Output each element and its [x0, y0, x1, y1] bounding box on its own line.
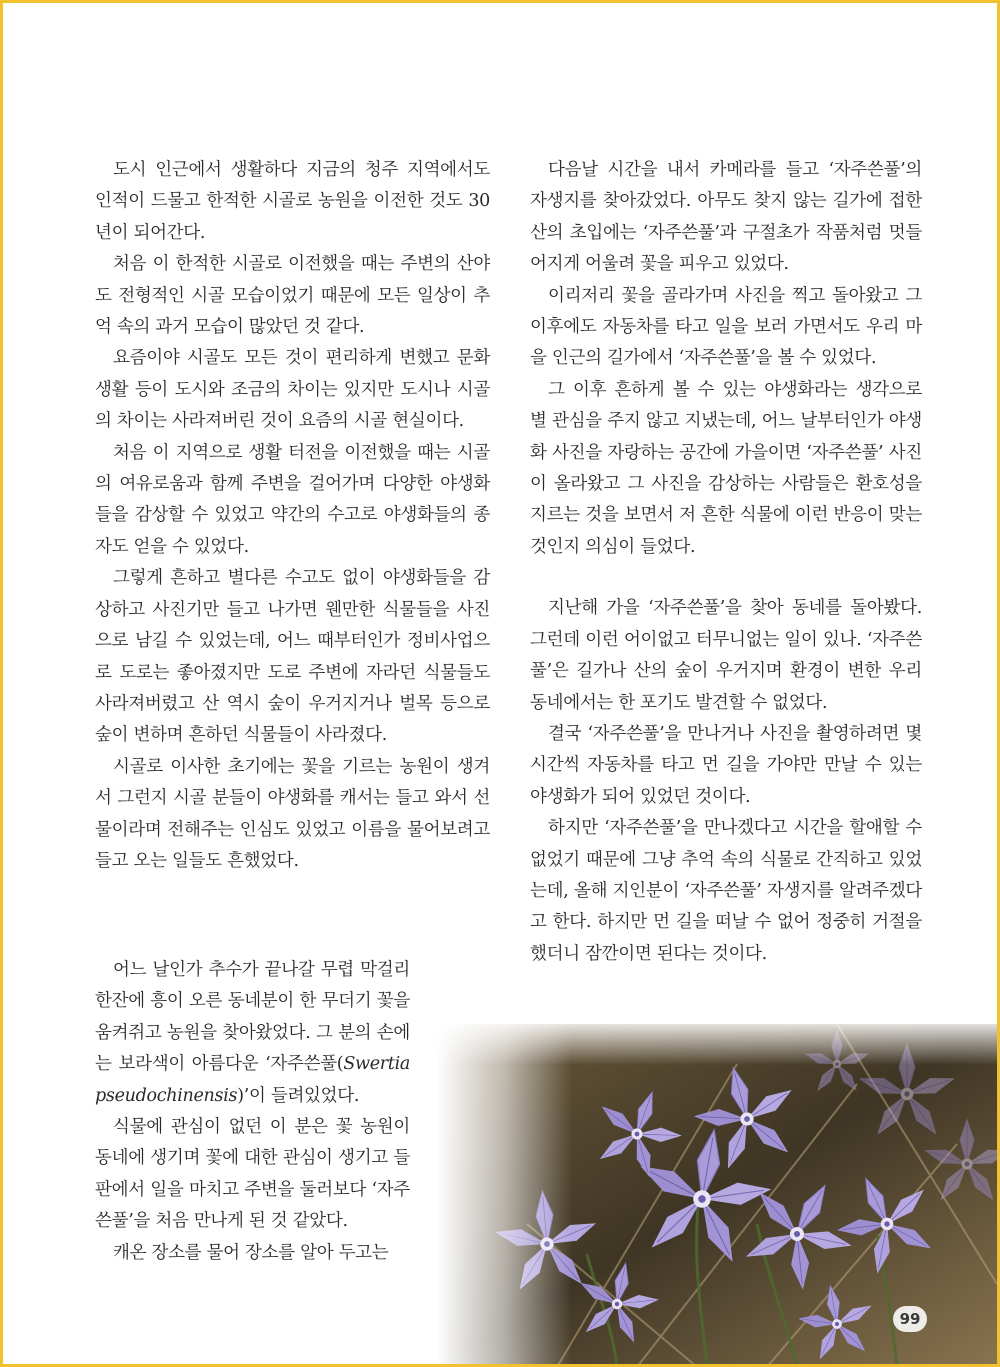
paragraph: 처음 이 한적한 시골로 이전했을 때는 주변의 산야도 전형적인 시골 모습이었기 때문에 모든 일상이 추억 속의 과거 모습이 많았던 것 같다.: [95, 254, 490, 338]
paragraph: 결국 ‘자주쓴풀’을 만나거나 사진을 촬영하려면 몇 시간씩 자동차를 타고 먼 길을 가야만 만날 수 있는 야생화가 되어 있었던 것이다.: [530, 723, 922, 807]
paragraph: 이리저리 꽃을 골라가며 사진을 찍고 돌아왔고 그 이후에도 자동차를 타고 일을 보러 가면서도 우리 마을 인근의 길가에서 ‘자주쓴풀’을 볼 수 있었다.: [530, 285, 922, 369]
paragraph: 지난해 가을 ‘자주쓴풀’을 찾아 동네를 돌아봤다. 그런데 이런 어이없고 터무니없는 일이 있나. ‘자주쓴풀’은 길가나 산의 숲이 우거지며 환경이 변한 우리 동네에서는 한 포기도 발견할 수 없었다.: [530, 598, 922, 713]
paragraph-text: )’이 들려있었다.: [237, 1085, 360, 1106]
page-number: 99: [893, 1306, 927, 1332]
paragraph: 그 이후 흔하게 볼 수 있는 야생화라는 생각으로 별 관심을 주지 않고 지냈는데, 어느 날부터인가 야생화 사진을 자랑하는 공간에 가을이면 ‘자주쓴풀’ 사진이 올라왔고 그 사진을 감상하는 사람들은 환호성을 지르는 것을 보면서 저 흔한 식물에 이런 반응이 맞는 것인지 의심이 들었다.: [530, 379, 922, 557]
right-column: [530, 155, 922, 970]
paragraph-text: 어느 날인가 추수가 끝나갈 무렵 막걸리 한잔에 흥이 오른 동네분이 한 무더기 꽃을 움켜쥐고 농원을 찾아왔었다. 그 분의 손에는 보라색이 아름다운 ‘자주쓴풀(: [95, 960, 410, 1075]
paragraph: 식물에 관심이 없던 이 분은 꽃 농원이 동네에 생기며 꽃에 대한 관심이 생기고 들판에서 일을 마치고 주변을 둘러보다 ‘자주쓴풀’을 처음 만나게 된 것 같았다.: [95, 1117, 410, 1232]
left-column: [95, 155, 490, 877]
paragraph: 하지만 ‘자주쓴풀’을 만나겠다고 시간을 할애할 수 없었기 때문에 그냥 추억 속의 식물로 간직하고 있었는데, 올해 지인분이 ‘자주쓴풀’ 자생지를 알려주겠다고 한다. 하지만 먼 길을 떠날 수 없어 정중히 거절을 했더니 잠깐이면 된다는 것이다.: [530, 818, 922, 964]
paragraph: 그렇게 흔하고 별다른 수고도 없이 야생화들을 감상하고 사진기만 들고 나가면 웬만한 식물들을 사진으로 남길 수 있었는데, 어느 때부터인가 정비사업으로 도로는 좋아졌지만 도로 주변에 자라던 식물들도 사라져버렸고 산 역시 숲이 우거지거나 벌목 등으로 숲이 변하며 흔하던 식물들이 사라졌다.: [95, 568, 490, 746]
left-lower-column: [95, 955, 410, 1269]
paragraph: 다음날 시간을 내서 카메라를 들고 ‘자주쓴풀’의 자생지를 찾아갔었다. 아무도 찾지 않는 길가에 접한 산의 초입에는 ‘자주쓴풀’과 구절초가 작품처럼 멋들어지게 어울려 꽃을 피우고 있었다.: [530, 160, 922, 275]
paragraph: 캐온 장소를 물어 장소를 알아 두고는: [113, 1242, 389, 1263]
paragraph: 처음 이 지역으로 생활 터전을 이전했을 때는 시골의 여유로움과 함께 주변을 걸어가며 다양한 야생화들을 감상할 수 있었고 약간의 수고로 야생화들의 종자도 얻을 수 있었다.: [95, 442, 490, 557]
paragraph: 시골로 이사한 초기에는 꽃을 기르는 농원이 생겨서 그런지 시골 분들이 야생화를 캐서는 들고 와서 선물이라며 전해주는 인심도 있었고 이름을 물어보려고 들고 오는 일들도 흔했었다.: [95, 756, 490, 871]
scientific-name: Swertia pseudochinensis: [95, 1054, 410, 1106]
paragraph: 도시 인근에서 생활하다 지금의 청주 지역에서도 인적이 드물고 한적한 시골로 농원을 이전한 것도 30년이 되어간다.: [95, 160, 490, 243]
paragraph: [95, 955, 410, 1112]
paragraph: 요즘이야 시골도 모든 것이 편리하게 변했고 문화생활 등이 도시와 조금의 차이는 있지만 도시나 시골의 차이는 사라져버린 것이 요즘의 시골 현실이다.: [95, 348, 490, 432]
